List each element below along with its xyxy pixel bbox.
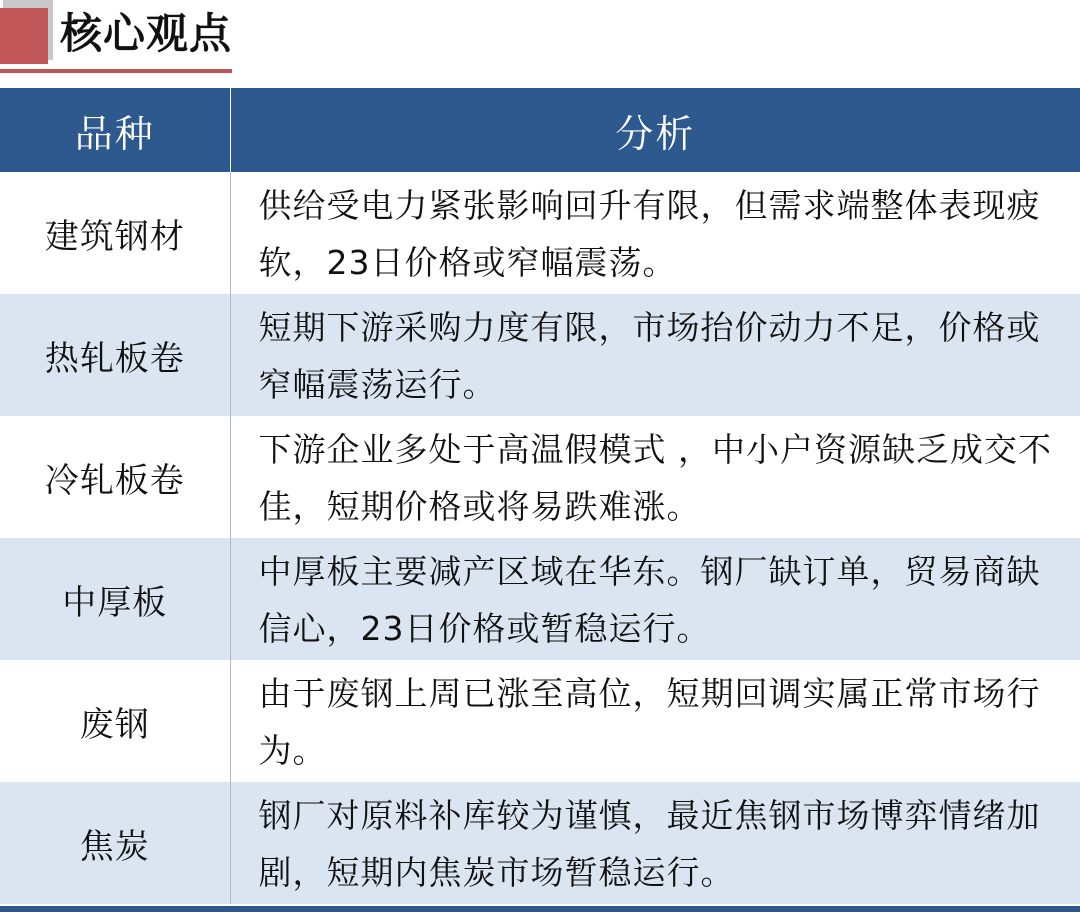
row-analysis: 供给受电力紧张影响回升有限，但需求端整体表现疲软，23日价格或窄幅震荡。: [230, 172, 1080, 294]
column-header-category: 品种: [0, 88, 230, 172]
row-analysis: 中厚板主要减产区域在华东。钢厂缺订单，贸易商缺信心，23日价格或暂稳运行。: [230, 538, 1080, 660]
table-header-row: [0, 88, 1080, 172]
row-category: 中厚板: [0, 538, 230, 660]
table-row: [0, 782, 1080, 904]
title-marker: [0, 8, 48, 64]
section-header: [0, 0, 1080, 80]
table-row: [0, 172, 1080, 294]
analysis-table: [0, 88, 1080, 904]
section-title: 核心观点: [60, 9, 233, 58]
table-row: [0, 538, 1080, 660]
row-category: 建筑钢材: [0, 172, 230, 294]
title-underline: [0, 69, 232, 73]
table-row: [0, 294, 1080, 416]
row-category: 焦炭: [0, 782, 230, 904]
column-header-analysis: 分析: [230, 88, 1080, 172]
row-analysis: 短期下游采购力度有限，市场抬价动力不足，价格或窄幅震荡运行。: [230, 294, 1080, 416]
row-category: 冷轧板卷: [0, 416, 230, 538]
row-analysis: 下游企业多处于高温假模式 ，中小户资源缺乏成交不佳，短期价格或将易跌难涨。: [230, 416, 1080, 538]
row-category: 废钢: [0, 660, 230, 782]
row-category: 热轧板卷: [0, 294, 230, 416]
row-analysis: 由于废钢上周已涨至高位，短期回调实属正常市场行为。: [230, 660, 1080, 782]
table-bottom-border: [0, 906, 1080, 912]
table-row: [0, 660, 1080, 782]
row-analysis: 钢厂对原料补库较为谨慎，最近焦钢市场博弈情绪加剧，短期内焦炭市场暂稳运行。: [230, 782, 1080, 904]
table-row: [0, 416, 1080, 538]
